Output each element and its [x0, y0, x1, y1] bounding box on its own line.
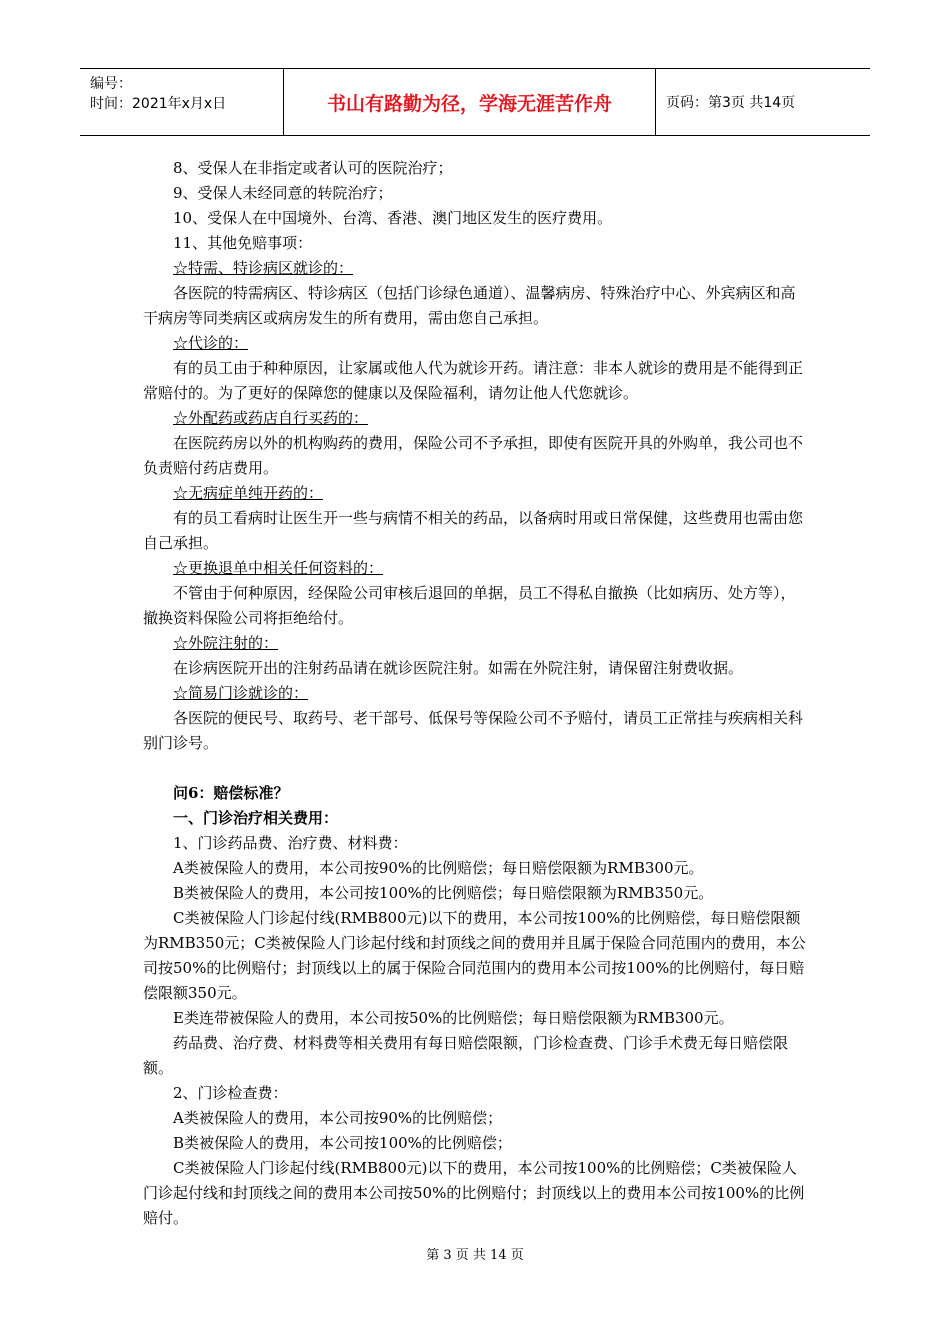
body-paragraph: 2、门诊检查费： [173, 1084, 288, 1102]
body-paragraph: 药品费、治疗费、材料费等相关费用有每日赔偿限额，门诊检查费、门诊手术费无每日赔偿限额。 [143, 1034, 789, 1077]
body-paragraph: C类被保险人门诊起付线(RMB800元)以下的费用，本公司按100%的比例赔偿，每日赔偿限额为RMB350元；C类被保险人门诊起付线和封顶线之间的费用并且属于保险合同范围内的费用，本公司按50%的比例赔付；封顶线以上的属于保险合同范围内的费用本公司按100%的比例赔付，每日赔偿限额350元。 [143, 909, 806, 1002]
subsection-title: ☆简易门诊就诊的： [173, 684, 309, 702]
body-paragraph: 在诊病医院开出的注射药品请在就诊医院注射。如需在外院注射，请保留注射费收据。 [173, 659, 744, 677]
body-paragraph: 在医院药房以外的机构购药的费用，保险公司不予承担，即使有医院开具的外购单，我公司也不负责赔付药店费用。 [143, 434, 804, 477]
page-header [80, 68, 870, 136]
subsection-title: ☆无病症单纯开药的： [173, 484, 324, 502]
subsection-title: ☆代诊的： [173, 334, 249, 352]
body-paragraph: 各医院的特需病区、特诊病区（包括门诊绿色通道）、温馨病房、特殊治疗中心、外宾病区和高干病房等同类病区或病房发生的所有费用，需由您自己承担。 [143, 284, 796, 327]
body-paragraph: B类被保险人的费用，本公司按100%的比例赔偿； [173, 1134, 512, 1152]
body-paragraph: 10、受保人在中国境外、台湾、香港、澳门地区发生的医疗费用。 [173, 209, 613, 227]
page-footer: 第 3 页 共 14 页 [426, 1248, 524, 1263]
document-date-label: 时间：2021年x月x日 [90, 96, 227, 112]
body-paragraph: E类连带被保险人的费用，本公司按50%的比例赔偿；每日赔偿限额为RMB300元。 [173, 1009, 734, 1027]
subsection-title: ☆特需、特诊病区就诊的： [173, 259, 354, 277]
header-left-cell [80, 69, 283, 135]
body-paragraph: 9、受保人未经同意的转院治疗； [173, 184, 393, 202]
body-paragraph: 不管由于何种原因，经保险公司审核后退回的单据，员工不得私自撤换（比如病历、处方等），撤换资料保险公司将拒绝给付。 [143, 584, 796, 627]
body-paragraph: 11、其他免赔事项： [173, 234, 313, 252]
body-paragraph: B类被保险人的费用，本公司按100%的比例赔偿；每日赔偿限额为RMB350元。 [173, 884, 714, 902]
paragraph-spacer [143, 756, 807, 781]
body-paragraph: C类被保险人门诊起付线(RMB800元)以下的费用，本公司按100%的比例赔偿；C类被保险人门诊起付线和封顶线之间的费用本公司按50%的比例赔付；封顶线以上的费用本公司按100%的比例赔付。 [143, 1159, 805, 1227]
subsection-title: ☆外院注射的： [173, 634, 279, 652]
header-motto: 书山有路勤为径，学海无涯苦作舟 [283, 69, 656, 135]
document-number-label: 编号： [90, 76, 132, 92]
document-body [143, 156, 807, 1231]
subsection-title: ☆更换退单中相关任何资料的： [173, 559, 384, 577]
body-paragraph: A类被保险人的费用，本公司按90%的比例赔偿；每日赔偿限额为RMB300元。 [173, 859, 704, 877]
header-page-indicator: 页码：第3页 共14页 [666, 95, 796, 111]
body-paragraph: A类被保险人的费用，本公司按90%的比例赔偿； [173, 1109, 503, 1127]
subsection-title: ☆外配药或药店自行买药的： [173, 409, 369, 427]
body-paragraph: 有的员工由于种种原因，让家属或他人代为就诊开药。请注意：非本人就诊的费用是不能得到正常赔付的。为了更好的保障您的健康以及保险福利，请勿让他人代您就诊。 [143, 359, 804, 402]
section-heading: 一、门诊治疗相关费用： [173, 809, 339, 827]
body-paragraph: 各医院的便民号、取药号、老干部号、低保号等保险公司不予赔付，请员工正常挂与疾病相关科别门诊号。 [143, 709, 804, 752]
body-paragraph: 8、受保人在非指定或者认可的医院治疗； [173, 159, 453, 177]
body-paragraph: 有的员工看病时让医生开一些与病情不相关的药品，以备病时用或日常保健，这些费用也需由您自己承担。 [143, 509, 804, 552]
section-heading: 问6：赔偿标准？ [173, 784, 289, 802]
body-paragraph: 1、门诊药品费、治疗费、材料费： [173, 834, 408, 852]
